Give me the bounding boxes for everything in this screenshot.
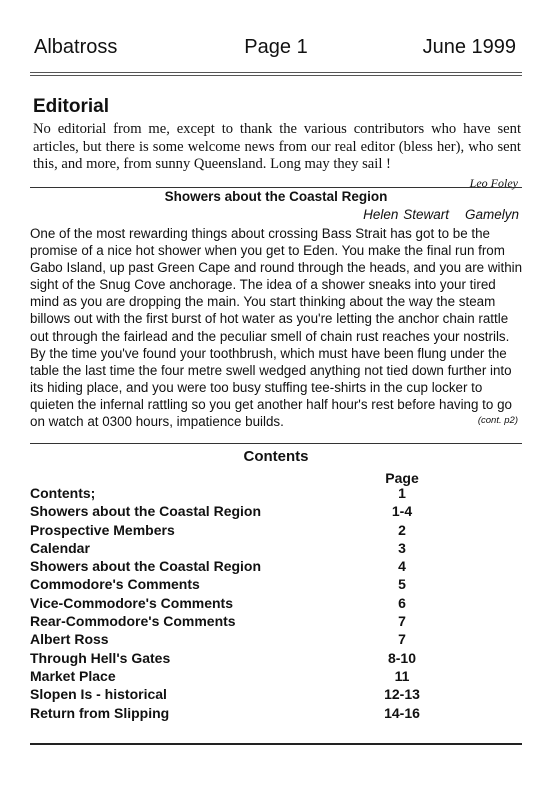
contents-row [30,558,500,576]
contents-entry-title: Rear-Commodore's Comments [30,613,236,630]
contents-row [30,485,500,503]
contents-entry-page: 1-4 [391,503,413,520]
footer-divider [30,743,522,745]
contents-entry-title: Showers about the Coastal Region [30,503,262,520]
editorial-body: No editorial from me, except to thank the various contributors who have sent articles, but there is some welcome news from our real editor (bless her), who sent this, and more, from sunny Queensland. Long may they sail ! [33,121,521,172]
contents-row [30,595,500,613]
contents-row [30,650,500,668]
publication-name: Albatross [34,36,118,58]
contents-entry-page: 2 [398,521,406,538]
contents-entry-page: 12-13 [384,686,420,703]
contents-entry-title: Albert Ross [30,631,109,648]
contents-row [30,705,500,723]
contents-row [30,668,500,686]
contents-entry-page: 1 [398,485,406,501]
contents-entry-title: Vice-Commodore's Comments [30,594,234,611]
contents-entry-title: Slopen Is - historical [30,686,167,703]
article-title: Showers about the Coastal Region [164,189,388,204]
contents-entry-title: Commodore's Comments [30,576,200,593]
contents-row [30,686,500,704]
article-boat: Gamelyn [464,207,519,222]
contents-entry-page: 7 [398,631,406,648]
contents-entry-page: 5 [398,576,406,593]
contents-page-heading: Page [385,470,419,486]
contents-entry-page: 6 [398,594,406,611]
article-body: One of the most rewarding things about crossing Bass Strait has got to be the promise of a nice hot shower when you get to Eden. You make the final run from Gabo Island, up past Green Cape and round through the heads, and you are within sight of the Snug Cove anchorage. The idea of a shower sneaks into your tired mind as you are dropping the main. You start thinking about the way the steam billows out with the first burst of hot water as you're letting the anchor chain rattle out through the fairlead and the peculiar smell of chain rust reaches your nostrils. By the time you've found your toothbrush, which must have been flung under the table the last time the four metre swell wedged anything not tied down further into its hiding place, and you were too busy stuffing tee-shirts in the cup locker to quieten the infernal rattling so you get another half hour's rest before having to go on watch at 0300 hours, impatience builds. [30,226,523,430]
contents-entry-title: Contents; [30,485,96,501]
issue-date: June 1999 [422,36,516,58]
contents-row [30,503,500,521]
editorial-title: Editorial [33,96,110,117]
header-divider [30,72,522,76]
contents-entry-page: 11 [394,667,410,684]
article-continued-note: (cont. p2) [477,415,518,426]
contents-row [30,522,500,540]
contents-row [30,576,500,594]
contents-top-divider [30,443,522,444]
contents-list [30,485,500,723]
contents-entry-title: Prospective Members [30,521,175,538]
contents-entry-title: Through Hell's Gates [30,649,171,666]
article-byline [363,207,519,222]
editorial-divider [30,187,522,188]
page-number: Page 1 [244,36,308,58]
contents-entry-title: Market Place [30,667,116,684]
contents-row [30,631,500,649]
contents-title: Contents [243,448,309,465]
contents-entry-page: 7 [398,613,406,630]
contents-entry-title: Calendar [30,539,90,556]
editorial-signature: Leo Foley [469,176,518,190]
contents-entry-page: 14-16 [384,704,420,721]
contents-entry-title: Return from Slipping [30,704,170,721]
contents-entry-page: 3 [398,539,406,556]
article-author: Helen Stewart [363,207,449,222]
contents-row [30,613,500,631]
contents-entry-page: 4 [398,558,406,575]
contents-entry-page: 8-10 [387,649,417,666]
contents-row [30,540,500,558]
contents-entry-title: Showers about the Coastal Region [30,558,262,575]
